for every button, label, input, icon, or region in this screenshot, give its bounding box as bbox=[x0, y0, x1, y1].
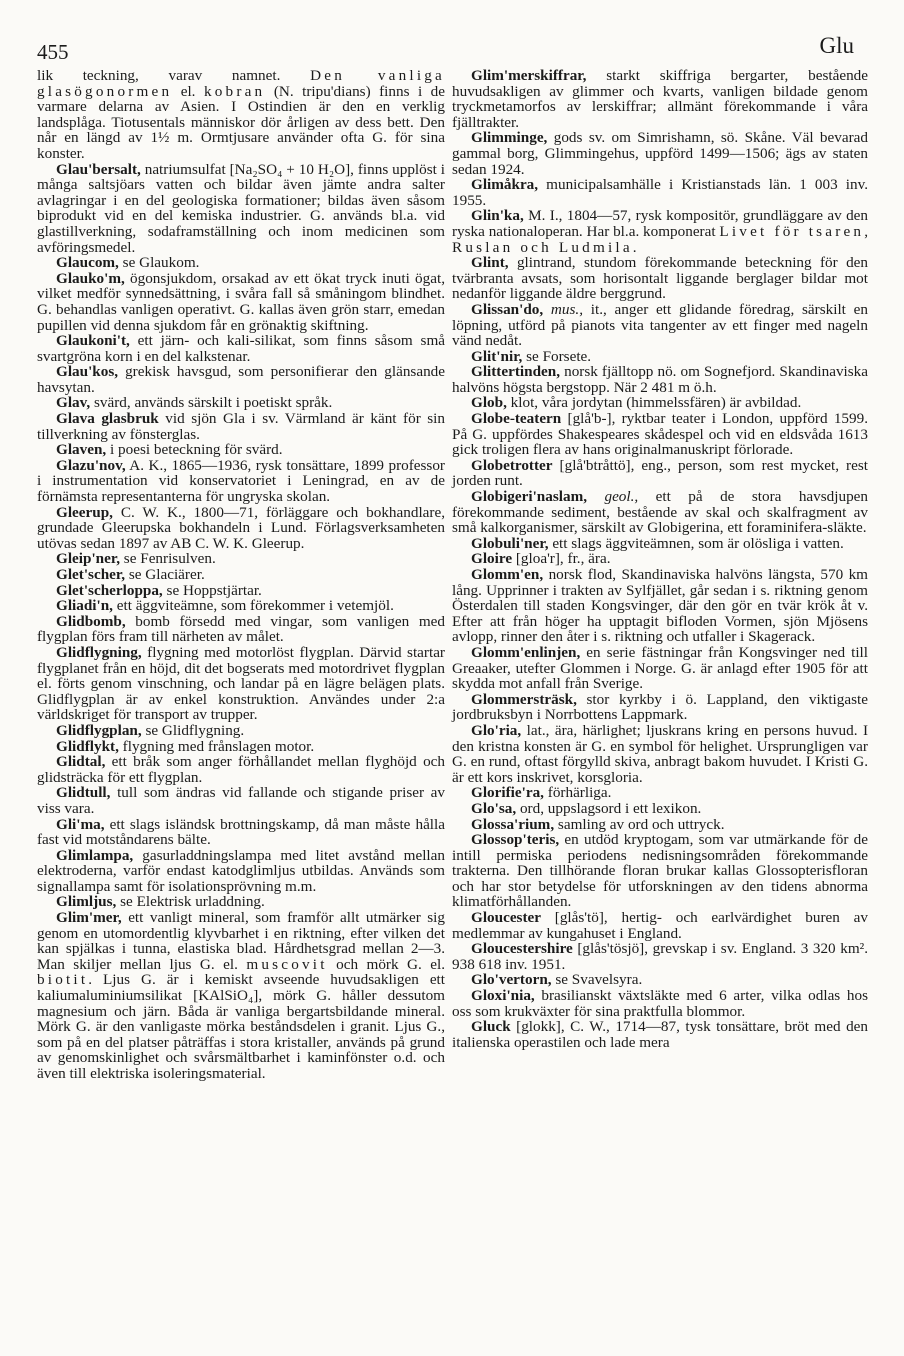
entry-text: ett vanligt mineral, som framför allt utmärker sig genom en utomordentlig klyvbarhet i en riktning, efter vilken det kan spjälkas i tunna, elastiska blad. Hårdhetsgrad mellan 2—3. Man skiljer mellan ljus G. el. bbox=[37, 909, 445, 973]
entry-headword: Gliadi'n, bbox=[56, 597, 113, 615]
entry-headword: Glo'ria, bbox=[471, 721, 522, 739]
entry-headword: Glommersträsk, bbox=[471, 690, 577, 708]
entry bbox=[452, 817, 868, 833]
entry-text: ett järn- och kali-silikat, som finns såsom små svartgröna korn i en del kalkstenar. bbox=[37, 332, 445, 365]
entry-headword: Glet'scher, bbox=[56, 566, 126, 583]
entry-text: stor kyrkby i ö. Lappland, den viktigaste jordbruksbyn i Norrbottens Lappmark. bbox=[452, 690, 868, 724]
entry-text: flygning med motorlöst flygplan. Därvid startar flygplanet från en höjd, dit det bogserats med motordrivet flygplan el. förts genom vinschning, och landar på en lägre belägen plats. Glidflygplan är av enkel konstruktion. Användes under 2:a världskriget för transport av trupper. bbox=[37, 643, 445, 724]
entry-text: [glå'b-], ryktbar teater i London, uppförd 1599. På G. uppfördes Shakespeares skådespel och vid en eldsvåda 1613 gick troligen flera av hans originalmanuskript förlorade. bbox=[452, 410, 868, 459]
left-column bbox=[37, 68, 445, 1082]
entry-headword: Glaven, bbox=[56, 441, 107, 459]
entry bbox=[37, 739, 445, 755]
entry-text: och mörk G. el. bbox=[327, 955, 446, 973]
spaced-term: muscovit bbox=[246, 955, 328, 973]
entry-text: [glås'tö], hertig- och earlvärdighet buren av medlemmar av kungahuset i England. bbox=[452, 909, 868, 942]
entry-headword: Glidbomb, bbox=[56, 612, 126, 630]
entry-label: geol., bbox=[587, 488, 639, 506]
entry bbox=[452, 255, 868, 302]
entry-headword: Gloucester bbox=[471, 909, 542, 927]
entry bbox=[37, 271, 445, 333]
entry bbox=[37, 411, 445, 442]
entry-text: municipalsamhälle i Kristianstads län. 1 003 inv. 1955. bbox=[452, 176, 868, 209]
entry bbox=[452, 130, 868, 177]
entry-text: lat., ära, härlighet; ljuskrans kring en persons huvud. I den kristna konsten är G. en symbol för helighet. Ursprungligen var G. en rund, oftast förgylld skiva, anbragt bakom huvudet. I Kristi G. är ett kors inskrivet, korsgloria. bbox=[452, 721, 868, 786]
entry-headword: Gli'ma, bbox=[56, 815, 105, 833]
spaced-term: Ruslan och Ludmila bbox=[452, 238, 633, 256]
spaced-term: kobran bbox=[203, 82, 266, 100]
right-column bbox=[452, 68, 868, 1050]
entry-text: A. K., 1865—1936, rysk tonsättare, 1899 professor i instrumentation vid konservatoriet i Leningrad, en av de förnämsta representanterna för ungryska skolan. bbox=[37, 456, 445, 506]
entry bbox=[37, 255, 445, 271]
entry-text: C. W. K., 1800—71, förläggare och bokhandlare, grundade Gleerupska bokhandeln i Lund. Förlagsverksamheten utövas sedan 1897 av AB C. W. K. Gleerup. bbox=[37, 503, 445, 552]
entry-headword: Glidflygplan, bbox=[56, 721, 142, 739]
entry bbox=[452, 411, 868, 458]
entry-text: se Glaukom. bbox=[118, 254, 200, 272]
entry-text: ord, uppslagsord i ett lexikon. bbox=[516, 799, 702, 817]
entry bbox=[452, 692, 868, 723]
page-number: 455 bbox=[37, 40, 69, 64]
entry-headword: Glet'scherloppa, bbox=[56, 581, 163, 599]
entry-text: bomb försedd med vingar, som vanligen med flygplan förs fram till närheten av målet. bbox=[37, 612, 445, 646]
entry-text: . bbox=[632, 238, 637, 256]
entry-text: glintrand, stundom förekommande beteckning för den tvärbranta avsats, som horisontalt liggande berglager bildar mot nedanför liggande äldre berggrund. bbox=[452, 254, 868, 303]
entry-headword: Glav, bbox=[56, 394, 91, 412]
entry bbox=[452, 458, 868, 489]
entry-headword: Glaucom, bbox=[56, 254, 119, 272]
entry bbox=[37, 162, 445, 256]
entry-text: gods sv. om Simrishamn, sö. Skåne. Väl bevarad gammal borg, Glimmingehus, uppförd 1499—1506; ägs av staten sedan 1924. bbox=[452, 129, 868, 178]
entry bbox=[37, 458, 445, 505]
entry bbox=[452, 349, 868, 365]
entry bbox=[452, 68, 868, 130]
entry-text: ett på de stora havsdjupen förekommande sediment, bestående av skal och skalfragment av små kalkorganismer, särskilt av Globigerina, ett foraminifera-släkte. bbox=[452, 488, 868, 537]
entry bbox=[37, 894, 445, 910]
entry-text: . Ljus G. är i kemiskt avseende huvudsakligen ett kaliumaluminiumsilikat [KAlSiO₄], mörk G. håller dessutom magnesium och järn. Båda är vanliga bergartsbildande mineral. Mörk G. är den vanligaste mörka beståndsdelen i granit. Ljus G., som på en del platser påträffas i stora kristaller, används på grund av genomskinlighet och svårsmältbarhet i kaminfönster o.d. och även till elektriska isoleringsmaterial. bbox=[37, 971, 445, 1082]
entry bbox=[452, 785, 868, 801]
entry-text: grekisk havsgud, som personifierar den glänsande havsytan. bbox=[37, 363, 445, 396]
entry-headword: Glob, bbox=[471, 394, 507, 412]
entry bbox=[37, 395, 445, 411]
entry-text: en serie fästningar från Kongsvinger ned till Greaaker, utefter Glommen i Norge. G. är anlagd efter 1905 för att skydda mot anfall från Sverige. bbox=[452, 643, 868, 693]
entry-headword: Glin'ka, bbox=[471, 207, 524, 225]
entry-text: i poesi beteckning för svärd. bbox=[106, 441, 283, 459]
entry-text: [glokk], C. W., 1714—87, tysk tonsättare, bröt med den italienska operastilen och lade mera bbox=[452, 1018, 868, 1051]
entry bbox=[452, 723, 868, 785]
entry-headword: Glau'kos, bbox=[56, 363, 119, 381]
entry bbox=[37, 551, 445, 567]
entry-text: M. I., 1804—57, rysk kompositör, grundläggare av den ryska nationaloperan. Har bl.a. komponerat bbox=[452, 207, 868, 240]
entry-headword: Glaukoni't, bbox=[56, 332, 130, 350]
entry bbox=[37, 785, 445, 816]
spaced-term: Livet för tsaren bbox=[719, 222, 865, 240]
entry-text: vid sjön Gla i sv. Värmland är känt för sin tillverkning av fönsterglas. bbox=[37, 410, 445, 443]
entry-text: se Glaciärer. bbox=[125, 566, 205, 583]
entry-headword: Glim'mer, bbox=[56, 909, 122, 927]
entry-headword: Glo'vertorn, bbox=[471, 971, 552, 989]
entry-text: (N. tripu'dians) finns i de varmare delarna av Asien. I Ostindien är den en verklig landsplåga. Tiotusentals människor dör årligen av dess bett. Den når en längd av 1½ m. Ormtjusare använder ofta G. för sina konster. bbox=[37, 82, 445, 162]
entry-headword: Gloxi'nia, bbox=[471, 987, 535, 1005]
entry-headword: Gloire bbox=[471, 550, 513, 568]
entry-text: [glås'tösjö], grevskap i sv. England. 3 320 km². 938 618 inv. 1951. bbox=[452, 940, 868, 973]
entry bbox=[452, 395, 868, 411]
entry-headword: Glidflygning, bbox=[56, 643, 142, 661]
entry-text: ett bråk som anger förhållandet mellan flyghöjd och glidsträcka för ett flygplan. bbox=[37, 753, 445, 786]
entry-text: el. bbox=[172, 82, 204, 100]
entry-text: [gloa'r], fr., ära. bbox=[512, 550, 611, 568]
entry-headword: Glo'sa, bbox=[471, 799, 517, 817]
entry-continuation bbox=[37, 68, 445, 162]
entry-headword: Glimljus, bbox=[56, 893, 117, 911]
entry bbox=[452, 941, 868, 972]
running-head: Glu bbox=[819, 33, 854, 58]
entry-text: starkt skiffriga bergarter, bestående huvudsakligen av glimmer och kvarts, vanligen bildade genom tryckmetamorfos av lerskiffrar; allmänt förekommande i våra fjälltrakter. bbox=[452, 67, 868, 131]
entry-headword: Glissan'do, bbox=[471, 300, 544, 318]
entry-text: lik teckning, varav namnet. bbox=[37, 67, 311, 84]
entry-text: gasurladdningslampa med litet avstånd mellan elektroderna, varför endast katodglimljus utbildas. Används som signallampa samt för isolationsprövning m.m. bbox=[37, 846, 445, 895]
entry bbox=[452, 988, 868, 1019]
entry-headword: Gloucestershire bbox=[471, 940, 573, 958]
entry bbox=[37, 817, 445, 848]
entry bbox=[37, 583, 445, 599]
entry-headword: Globigeri'naslam, bbox=[471, 488, 588, 506]
entry-text: [glå'btråttö], eng., person, som rest mycket, rest jorden runt. bbox=[452, 456, 868, 490]
entry-text: ett slags isländsk brottningskamp, då man måste hålla fast vid motståndarens bälte. bbox=[37, 815, 445, 849]
entry bbox=[452, 801, 868, 817]
entry-headword: Gleip'ner, bbox=[56, 550, 120, 568]
entry-text: tull som ändras vid fallande och stigande priser av viss vara. bbox=[37, 784, 445, 817]
entry bbox=[37, 442, 445, 458]
entry bbox=[37, 645, 445, 723]
entry-text: , bbox=[864, 222, 869, 240]
entry-headword: Gluck bbox=[471, 1018, 511, 1036]
entry-text: se Glidflygning. bbox=[141, 721, 245, 739]
entry bbox=[37, 567, 445, 583]
entry-headword: Glava glasbruk bbox=[56, 410, 159, 428]
entry bbox=[37, 754, 445, 785]
entry-headword: Glimåkra, bbox=[471, 176, 539, 194]
entry bbox=[37, 614, 445, 645]
entry-text: se Fenrisulven. bbox=[120, 550, 216, 568]
entry-text: ett slags äggviteämnen, som är olösliga i vatten. bbox=[548, 534, 844, 552]
entry-text: förhärliga. bbox=[543, 784, 612, 802]
entry-headword: Glossa'rium, bbox=[471, 815, 555, 833]
entry-text: ett äggviteämne, som förekommer i vetemjöl. bbox=[112, 597, 394, 615]
entry-text: norsk fjälltopp nö. om Sognefjord. Skandinaviska halvöns högsta bergstopp. När 2 481 m ö.h. bbox=[452, 363, 868, 396]
entry bbox=[452, 910, 868, 941]
entry-headword: Glau'bersalt, bbox=[56, 160, 141, 178]
entry-text: brasilianskt växtsläkte med 6 arter, vilka odlas hos oss som krukväxter för sina praktfulla blommor. bbox=[452, 987, 868, 1020]
entry bbox=[452, 551, 868, 567]
entry bbox=[37, 505, 445, 552]
entry-headword: Glit'nir, bbox=[471, 347, 523, 365]
entry-label: mus., bbox=[543, 300, 583, 318]
entry bbox=[452, 972, 868, 988]
entry bbox=[452, 567, 868, 645]
entry bbox=[452, 489, 868, 536]
entry-text: flygning med frånslagen motor. bbox=[118, 737, 315, 755]
entry bbox=[452, 645, 868, 692]
entry-headword: Glidtull, bbox=[56, 784, 111, 802]
entry-headword: Glossop'teris, bbox=[471, 831, 560, 849]
spaced-term: biotit bbox=[37, 971, 89, 989]
spaced-term: Den vanliga glasögonormen bbox=[37, 67, 445, 100]
entry-headword: Glauko'm, bbox=[56, 269, 125, 287]
entry bbox=[37, 723, 445, 739]
entry-text: samling av ord och uttryck. bbox=[554, 815, 725, 833]
entry bbox=[452, 1019, 868, 1050]
entry-headword: Glidtal, bbox=[56, 753, 106, 771]
entry bbox=[452, 177, 868, 208]
entry-text: se Forsete. bbox=[522, 347, 592, 365]
entry-text: se Elektrisk urladdning. bbox=[116, 893, 265, 911]
entry bbox=[37, 333, 445, 364]
entry-text: norsk flod, Skandinaviska halvöns längsta, 570 km lång. Upprinner i trakten av Sylfjället, går sedan i s. riktning genom Österdalen till staden Kongsvinger, där den gör en tvär krök åt v. Efter att från höger ha upptagit bifloden Vormen, sjön Mjösens avlopp, rinner den åter i s. riktning och utfaller i Skagerack. bbox=[452, 566, 868, 646]
entry-headword: Glint, bbox=[471, 254, 509, 272]
entry-headword: Glomm'enlinjen, bbox=[471, 643, 581, 661]
entry-text: klot, vårа jordytan (himmelssfären) är avbildad. bbox=[506, 394, 802, 412]
entry-text: ögonsjukdom, orsakad av ett ökat tryck inuti ögat, vilket medför synnedsättning, i svåra fall så småningom blindhet. G. behandlas vanligen operativt. G. kallas även grön starr, emedan pupillen vid denna sjukdom får en grönaktig skiftning. bbox=[37, 269, 445, 334]
entry-text: en utdöd kryptogam, som var utmärkande för de intill permiska periodens nedisningsområden förekommande trakterna. Den tillhörande floran brukar kallas Glossopterisfloran och har stor betydelse för utforskningen av den tidens abnorma klimatförhållanden. bbox=[452, 831, 868, 911]
entry bbox=[452, 302, 868, 349]
entry bbox=[452, 208, 868, 255]
entry-headword: Gleerup, bbox=[56, 503, 113, 521]
entry-headword: Glomm'en, bbox=[471, 566, 544, 583]
entry bbox=[452, 536, 868, 552]
entry-text: natriumsulfat [Na₂SO₄ + 10 H₂O], finns upplöst i många saltsjöars vatten och bildar även jämte andra salter avlagringar i en del geologiska formationer; bildas även såsom biprodukt vid en del kemiska industrier. G. används bl.a. vid glastillverkning, sodaframställning och inom medicinen som avföringsmedel. bbox=[37, 160, 445, 256]
entry-headword: Globuli'ner, bbox=[471, 534, 549, 552]
entry bbox=[37, 848, 445, 895]
entry-headword: Glidflykt, bbox=[56, 737, 119, 755]
entry-headword: Glorifie'ra, bbox=[471, 784, 544, 802]
entry-text: se Svavelsyra. bbox=[551, 971, 643, 989]
entry-headword: Glazu'nov, bbox=[56, 456, 126, 474]
entry-text: se Hoppstjärtar. bbox=[162, 581, 262, 599]
entry-headword: Glim'merskiffrar, bbox=[471, 67, 587, 84]
entry-text: svärd, används särskilt i poetiskt språk. bbox=[90, 394, 333, 412]
entry-headword: Glimlampa, bbox=[56, 846, 134, 864]
entry bbox=[452, 832, 868, 910]
entry-headword: Glimminge, bbox=[471, 129, 548, 147]
entry-headword: Globetrotter bbox=[471, 456, 553, 474]
entry bbox=[37, 910, 445, 1082]
entry-text: it., anger ett glidande föredrag, särskilt en löpning, utförd på pianots vita tangenter av ett finger med nageln vänd nedåt. bbox=[452, 300, 868, 350]
entry bbox=[37, 364, 445, 395]
entry bbox=[37, 598, 445, 614]
entry-headword: Globe-teatern bbox=[471, 410, 562, 428]
entry bbox=[452, 364, 868, 395]
entry-headword: Glittertinden, bbox=[471, 363, 561, 381]
